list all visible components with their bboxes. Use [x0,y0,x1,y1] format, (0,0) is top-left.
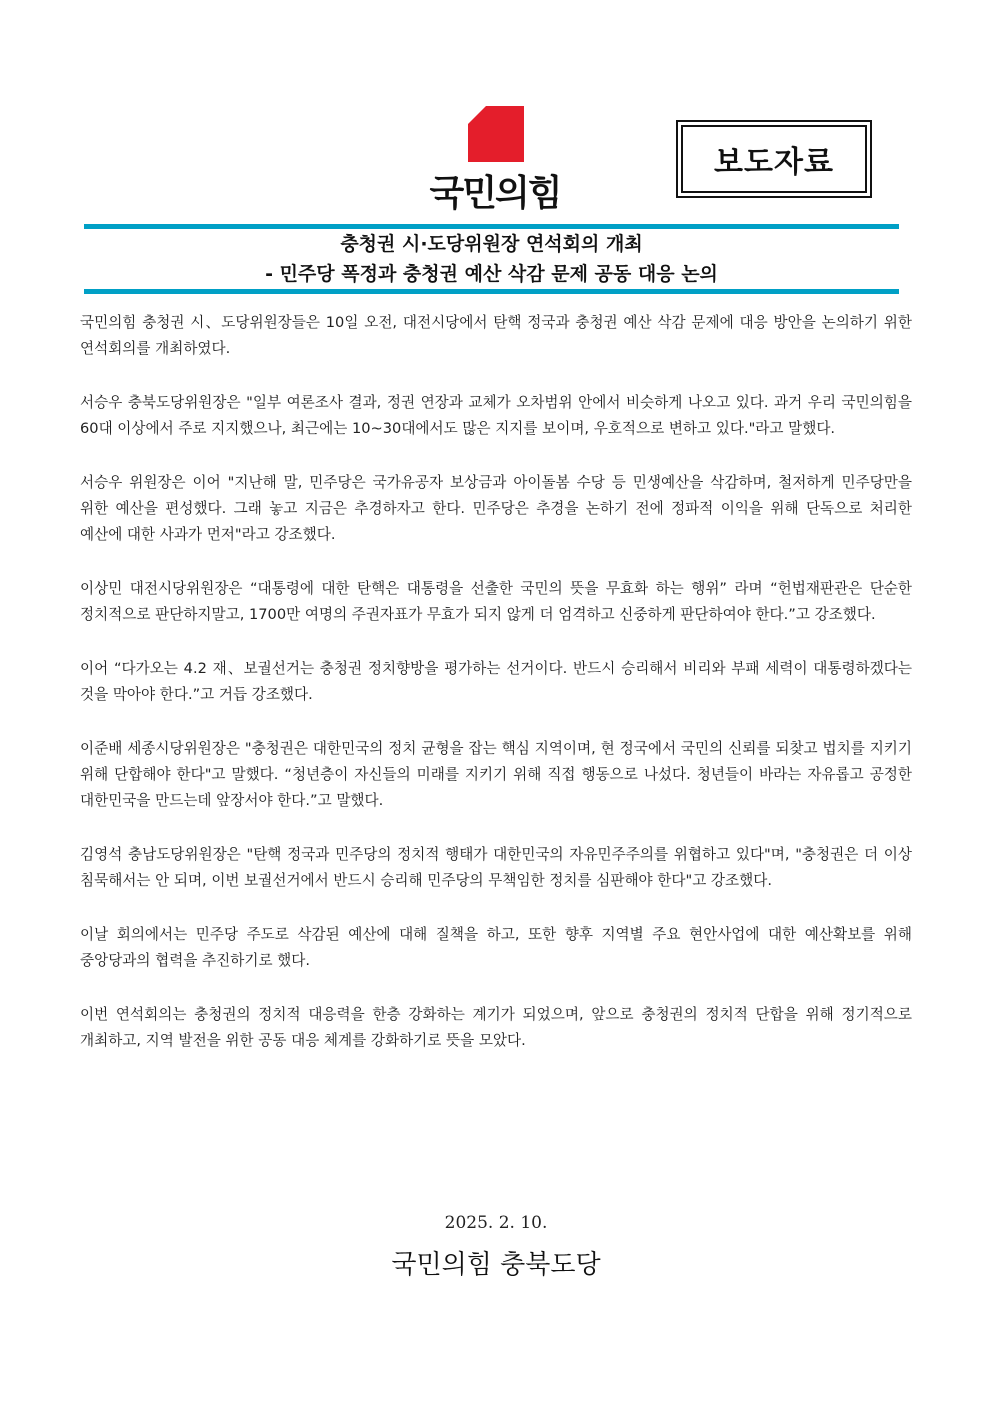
party-logo-text: 국민의힘 [429,173,561,214]
paragraph-7: 김영석 충남도당위원장은 "탄핵 정국과 민주당의 정치적 행태가 대한민국의 자유민주주의를 위협하고 있다"며, "충청권은 더 이상 침묵해서는 안 되며, 이번 보궐선거에서 반드시 승리해 민주당의 무책임한 정치를 심판해야 한다"고 강조했다. [80,846,912,889]
headline-title: 충청권 시·도당위원장 연석회의 개최 [340,233,643,255]
paragraph-5: 이어 “다가오는 4.2 재、보궐선거는 충청권 정치향방을 평가하는 선거이다. 반드시 승리해서 비리와 부패 세력이 대통령하겠다는 것을 막아야 한다.”고 거듭 강조했다. [80,660,912,703]
paragraph-4: 이상민 대전시당위원장은 “대통령에 대한 탄핵은 대통령을 선출한 국민의 뜻을 무효화 하는 행위” 라며 “헌법재판관은 단순한 정치적으로 판단하지말고, 1700만 여명의 주권자표가 무효가 되지 않게 더 엄격하고 신중하게 판단하여야 한다.”고 강조했다. [80,580,912,623]
article-body [80,310,912,1082]
issuer-signature: 국민의힘 충북도당 [391,1250,601,1280]
paragraph-9: 이번 연석회의는 충청권의 정치적 대응력을 한층 강화하는 계기가 되었으며, 앞으로 충청권의 정치적 단합을 위해 정기적으로 개최하고, 지역 발전을 위한 공동 대응 체계를 강화하기로 뜻을 모았다. [80,1006,912,1049]
press-release-box [676,120,872,198]
headline-bottom-rule [84,289,899,294]
headline-subtitle: - 민주당 폭정과 충청권 예산 삭감 문제 공동 대응 논의 [265,263,718,285]
release-date: 2025. 2. 10. [444,1213,548,1233]
press-release-label: 보도자료 [681,125,867,193]
paragraph-3: 서승우 위원장은 이어 "지난해 말, 민주당은 국가유공자 보상금과 아이돌봄 수당 등 민생예산을 삭감하며, 철저하게 민주당만을 위한 예산을 편성했다. 그래 놓고 지금은 추경하자고 한다. 민주당은 추경을 논하기 전에 정파적 이익을 위해 단독으로 처리한 예산에 대한 사과가 먼저"라고 강조했다. [80,474,912,543]
paragraph-8: 이날 회의에서는 민주당 주도로 삭감된 예산에 대해 질책을 하고, 또한 향후 지역별 주요 현안사업에 대한 예산확보를 위해 중앙당과의 협력을 추진하기로 했다. [80,926,912,969]
paragraph-2: 서승우 충북도당위원장은 "일부 여론조사 결과, 정권 연장과 교체가 오차범위 안에서 비슷하게 나오고 있다. 과거 우리 국민의힘을 60대 이상에서 주로 지지했으나, 최근에는 10~30대에서도 많은 지지를 보이며, 우호적으로 변하고 있다."라고 말했다. [80,394,912,437]
paragraph-1: 국민의힘 충청권 시、도당위원장들은 10일 오전, 대전시당에서 탄핵 정국과 충청권 예산 삭감 문제에 대응 방안을 논의하기 위한 연석회의를 개최하였다. [80,314,912,357]
party-logo-mark [468,106,524,162]
paragraph-6: 이준배 세종시당위원장은 "충청권은 대한민국의 정치 균형을 잡는 핵심 지역이며, 현 정국에서 국민의 신뢰를 되찾고 법치를 지키기 위해 단합해야 한다"고 말했다. “청년층이 자신들의 미래를 지키기 위해 직접 행동으로 나섰다. 청년들이 바라는 자유롭고 공정한 대한민국을 만드는데 앞장서야 한다.”고 말했다. [80,740,912,809]
